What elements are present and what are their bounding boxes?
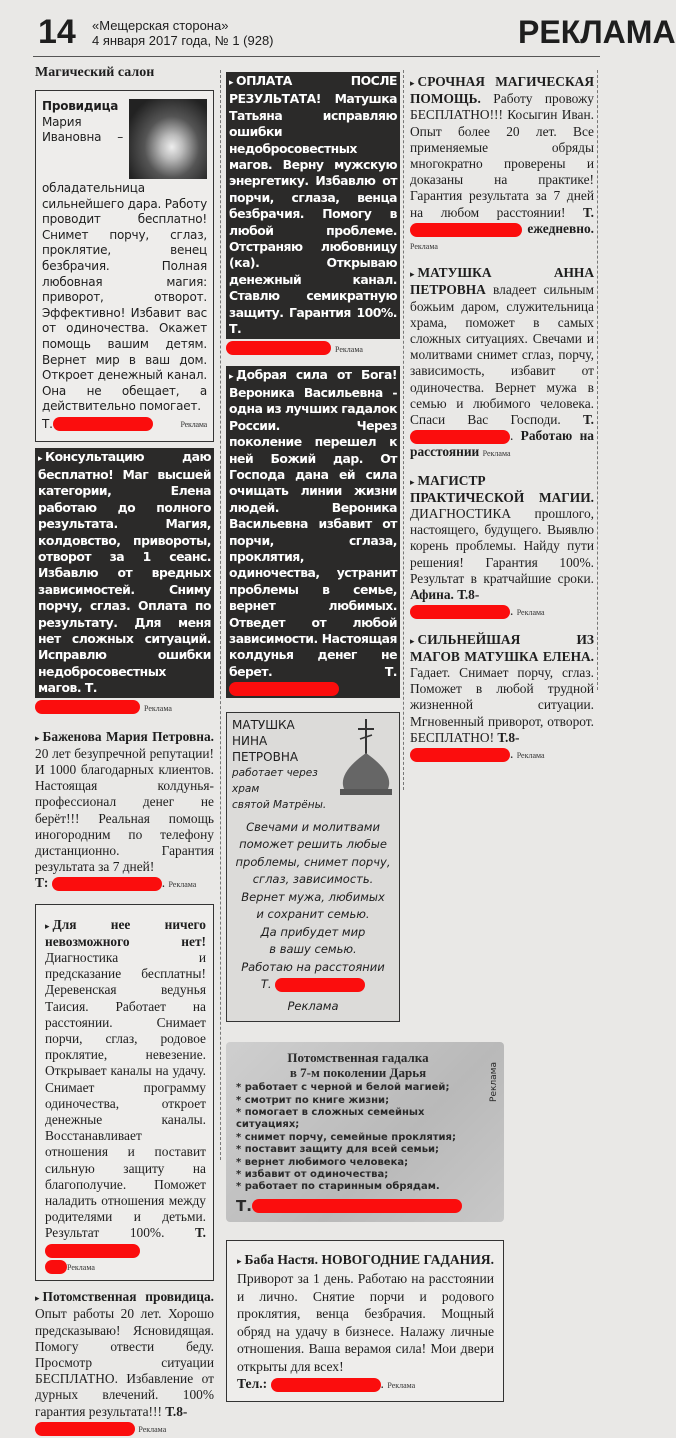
header-rule — [33, 56, 600, 57]
ad-text: ОПЛАТА ПОСЛЕ РЕЗУЛЬТАТА! Матушка Татьяна исправляю ошибки недобросовестных магов. Верну мужскую энергетику. Избавлю от порчи, сглаза, венца безбрачия. Помогу в любой проблеме. Отстраняю любовницу (ка). Открываю денежный канал. Ставлю семикратную защиту. Гарантия 100%. — [229, 73, 397, 320]
redacted-phone — [53, 417, 153, 431]
redacted-phone — [410, 223, 522, 237]
ad-lead: Провидица — [42, 99, 119, 113]
phone-prefix: Т. — [229, 321, 242, 337]
list-item-text: работает с черной и белой магией; — [244, 1082, 450, 1094]
ad-footer — [35, 699, 214, 717]
redacted-phone — [35, 700, 140, 714]
ad-tail: Работаю на расстоянии — [410, 428, 594, 460]
ad-darya — [226, 1042, 504, 1222]
ad-providitsa — [35, 90, 214, 442]
ad-label: Реклама — [67, 1262, 95, 1272]
redacted-phone — [410, 748, 510, 762]
redacted-phone — [271, 1378, 381, 1392]
ad-veronika — [226, 366, 400, 698]
ad-label: Реклама — [410, 242, 438, 252]
list-item: * смотрит по книге жизни; — [236, 1094, 390, 1106]
ad-lead: МАТУШКА АННА ПЕТРОВНА — [410, 265, 594, 298]
body-line: в вашу семью. — [269, 942, 357, 957]
arrow-icon: ▸ — [410, 635, 415, 646]
ad-label: Реклама — [387, 1381, 416, 1391]
phone-prefix: Т. — [583, 204, 594, 220]
ad-baba-nastya: ▸ Баба Настя. НОВОГОДНИЕ ГАДАНИЯ. Приворот за 1 день. Работаю на расстоянии и лично. Снятие порчи и родового проклятия, венца безбрачия. Мощный обряд на удачу в бизнесе. Налажу личные отношения. Ваша верамоя сила! Мои двери открыты для всех! Тел.: . Реклама — [226, 1240, 504, 1402]
list-item-text: помогает в сложных семейных ситуациях; — [236, 1106, 425, 1131]
phone-prefix: Т. — [42, 416, 53, 431]
redacted-phone — [45, 1260, 67, 1274]
body-line: Да прибудет мир — [260, 924, 366, 939]
ad-lead: Потомственная провидица. — [42, 1289, 214, 1305]
ad-text: Опыт работы 20 лет. Хорошо предсказываю! Ясновидящая. Помогу отвести беду. Просмотр ситуации БЕСПЛАТНО. Избавление от дурных влечений. 100% гарантия результата!!! — [35, 1306, 214, 1419]
ad-potomstvennaya — [35, 1289, 214, 1438]
redacted-phone — [410, 430, 510, 444]
right-column — [410, 74, 594, 764]
ad-elena — [35, 448, 214, 698]
redacted-phone — [45, 1244, 140, 1258]
ad-text: Приворот за 1 день. Работаю на расстоянии и лично. Снятие порчи и родового проклятия, венца безбрачия. Мощный обряд на удачу в бизнесе. Налажу личные отношения. Ваша верамоя сила! Мои двери открыты для всех! — [237, 1271, 494, 1374]
arrow-icon: ▸ — [229, 371, 234, 382]
redacted-phone — [226, 341, 331, 355]
phone-prefix: Т. — [384, 663, 397, 679]
section-title: РЕКЛАМА — [518, 14, 676, 50]
column-divider — [403, 70, 404, 790]
ad-lead: Для нее ничего невозможного нет! — [45, 916, 206, 949]
ad-lead: СИЛЬНЕЙШАЯ ИЗ МАГОВ МАТУШКА ЕЛЕНА. — [410, 631, 594, 664]
ad-text: Мария Ивановна – обладательница сильнейшего дара. Работу проводит бесплатно! Снимет порчу, сглаз, проклятие, венец безбрачия. Полная любовная магия: приворот, отворот. Эффективно! Избавит вас от одиночества. Окажет помощь вашим детям. Вернет мир в ваш дом. Откроет денежный канал. Она не обещает, а действительно помогает. — [42, 114, 207, 414]
darya-phone — [236, 1198, 480, 1214]
redacted-phone — [35, 1422, 135, 1436]
arrow-icon: ▸ — [35, 1293, 40, 1304]
paper-info — [92, 18, 274, 48]
arrow-icon: ▸ — [410, 476, 415, 487]
phone-prefix: Афина. Т.8- — [410, 587, 480, 603]
ad-lead: Баба Настя. НОВОГОДНИЕ ГАДАНИЯ. — [244, 1251, 494, 1267]
ad-label: Реклама — [180, 419, 207, 429]
ad-label: Реклама — [516, 750, 545, 760]
body-line: Свечами и молитвами — [246, 819, 380, 834]
ad-footer — [42, 417, 207, 433]
redacted-phone — [229, 682, 339, 696]
ad-nina-petrovna — [226, 712, 400, 1023]
ad-afina: ▸ МАГИСТР ПРАКТИЧЕСКОЙ МАГИИ. ДИАГНОСТИКА прошлого, настоящего, будущего. Выявлю корень проблемы. Найду пути решения! Гарантия 100%. Результат в кратчайшие сроки. Афина. Т.8- . Реклама — [410, 472, 594, 619]
column-divider — [220, 70, 221, 1160]
title-line: в 7-м поколении Дарья — [289, 1065, 427, 1081]
list-item-text: смотрит по книге жизни; — [244, 1094, 390, 1106]
list-item: * вернет любимого человека; — [236, 1156, 409, 1168]
paper-name: «Мещерская сторона» — [92, 18, 229, 33]
subtitle-line: работает через храм — [232, 766, 318, 795]
body-line: сглаз, зависимость. — [252, 872, 374, 887]
redacted-phone — [275, 978, 365, 992]
arrow-icon: ▸ — [45, 920, 50, 931]
list-item-text: работает по старинным обрядам. — [244, 1181, 440, 1193]
ad-taisiya — [35, 904, 214, 1281]
redacted-phone — [252, 1199, 462, 1213]
arrow-icon: ▸ — [38, 453, 43, 464]
body-line: поможет решить любые — [239, 837, 387, 852]
name-line: МАТУШКА — [232, 717, 295, 732]
church-dome-icon — [336, 717, 394, 797]
body-line: Работаю на расстоянии — [241, 959, 385, 974]
column-divider — [597, 70, 598, 690]
ad-label: Реклама — [168, 880, 197, 890]
list-item-text: вернет любимого человека; — [244, 1156, 409, 1168]
arrow-icon: ▸ — [410, 78, 415, 88]
ad-text: владеет сильным божьим даром, служительница храма, поможет в самых сложных ситуациях. Свечами и молитвами снимет сглаз, порчу, зависимость, избавит от одиночества. Вернет мужа в семью и любимого человека. Спаси Вас Господи. — [410, 282, 594, 428]
list-item: * снимет порчу, семейные проклятия; — [236, 1131, 456, 1143]
ad-anna-petrovna: ▸ МАТУШКА АННА ПЕТРОВНА владеет сильным божьим даром, служительница храма, поможет в самых сложных ситуациях. Свечами и молитвами снимет сглаз, порчу, зависимость, избавит от одиночества. Вернет мужа в семью и любимого человека. Спаси Вас Господи. Т. . Работаю на расстоянии Реклама — [410, 265, 594, 460]
ad-tatyana — [226, 72, 400, 339]
page-number: 14 — [38, 13, 76, 51]
nina-body — [232, 813, 394, 1016]
phone-prefix: Т. — [260, 977, 272, 992]
list-item: * поставит защиту для всей семьи; — [236, 1144, 440, 1156]
list-item-text: поставит защиту для всей семьи; — [244, 1144, 440, 1156]
arrow-icon: ▸ — [237, 1255, 242, 1266]
ad-tail: ежедневно. — [527, 220, 594, 236]
phone-prefix: Т.8- — [497, 729, 520, 745]
list-item: * работает по старинным обрядам. — [236, 1181, 440, 1193]
ad-label: Реклама — [482, 449, 511, 459]
list-item-text: избавит от одиночества; — [244, 1168, 389, 1180]
darya-title — [236, 1050, 480, 1080]
ad-footer — [226, 340, 400, 358]
title-line: Потомственная гадалка — [287, 1050, 429, 1066]
ad-text: Работу провожу БЕСПЛАТНО!!! Косыгин Иван. Опыт более 20 лет. Все применяемые обряды многократно проверены и доказаны на практике! Гарантия результата за 7 дней на любом расстоянии! — [410, 91, 594, 220]
phone-prefix: Т. — [84, 680, 98, 696]
redacted-phone — [52, 877, 162, 891]
ad-label: Реклама — [144, 703, 172, 713]
name-line: НИНА ПЕТРОВНА — [232, 733, 299, 764]
ad-label: Реклама — [138, 1424, 167, 1434]
ad-text: Гадает. Снимает порчу, сглаз. Поможет в любой трудной жизненной ситуации. Мгновенный приворот, отворот. БЕСПЛАТНО! — [410, 664, 594, 745]
ad-text: ДИАГНОСТИКА прошлого, настоящего, будущего. Выявлю корень проблемы. Найду пути решения! Гарантия 100%. Результат в кратчайшие сроки. — [410, 506, 594, 586]
ad-lead: Баженова Мария Петровна. — [42, 728, 214, 744]
list-item: * работает с черной и белой магией; — [236, 1082, 450, 1094]
list-item: * избавит от одиночества; — [236, 1168, 389, 1180]
phone-prefix: Тел.: — [237, 1376, 268, 1392]
ad-label: Реклама — [335, 344, 363, 354]
left-column — [35, 64, 214, 1438]
phone-prefix: Т. — [236, 1196, 252, 1215]
ad-text: Диагностика и предсказание бесплатны! Деревенская ведунья Таисия. Работает на расстоянии. Снимает порчи, сглаз, родовое проклятие, невезение. Открывает каналы на удачу. Снимает программу одиночества, откроет денежные каналы. Восстанавливает отношения и поставит сильную защиту на благополучие. Поможет наладить отношения между родителями и детьми. Результат 100%. — [45, 950, 206, 1241]
ad-matushka-elena: ▸ СИЛЬНЕЙШАЯ ИЗ МАГОВ МАТУШКА ЕЛЕНА. Гадает. Снимает порчу, сглаз. Поможет в любой трудной жизненной ситуации. Мгновенный приворот, отворот. БЕСПЛАТНО! Т.8- . Реклама — [410, 631, 594, 761]
list-item: * помогает в сложных семейных ситуациях; — [236, 1106, 425, 1131]
redacted-phone — [410, 605, 510, 619]
phone-prefix: Т.8- — [165, 1403, 188, 1419]
candle-image — [129, 99, 207, 179]
ad-label: Реклама — [287, 998, 339, 1013]
arrow-icon: ▸ — [229, 78, 234, 88]
ad-lead: МАГИСТР ПРАКТИЧЕСКОЙ МАГИИ. — [410, 472, 594, 505]
phone-prefix: Т: — [35, 875, 49, 891]
ad-text: Добрая сила от Бога! Вероника Васильевна - одна из лучших гадалок России. Через поколение перешел к ней Божий дар. От Господа дана ей сила очищать линии жизни людей. Вероника Васильевна избавит от порчи, сглаза, проклятия, одиночества, устранит проблемы в семье, вернет любимых. Отведет от любой зависимости. Настоящая колдунья денег не берет. — [229, 366, 397, 679]
ad-text: 20 лет безупречной репутации! И 1000 благодарных клиентов. Настоящая колдунья-профессионал денег не берёт!!! Реальная помощь иногородним по телефону дистанционно. Гарантия результата за 7 дней! — [35, 745, 214, 875]
ad-kosygin — [410, 74, 594, 255]
ad-bazhenova: ▸ Баженова Мария Петровна. 20 лет безупречной репутации! И 1000 благодарных клиентов. Настоящая колдунья-профессионал денег не берёт!!! Реальная помощь иногородним по телефону дистанционно. Гарантия результата за 7 дней! Т: . Реклама — [35, 728, 214, 891]
phone-prefix: Т. — [583, 412, 594, 428]
ad-lead: СРОЧНАЯ МАГИЧЕСКАЯ ПОМОЩЬ. — [410, 74, 594, 107]
issue-date: 4 января 2017 года, № 1 (928) — [92, 33, 274, 48]
subtitle-line: святой Матрёны. — [232, 798, 327, 811]
ad-label: Реклама — [516, 608, 545, 618]
ad-label: Реклама — [488, 1062, 499, 1103]
body-line: и сохранит семью. — [256, 907, 370, 922]
phone-prefix: Т. — [195, 1225, 206, 1241]
darya-list — [236, 1082, 480, 1194]
ad-text: Консультацию даю бесплатно! Маг высшей категории, Елена работаю до полного результата. Магия, колдовство, привороты, отворот за 1 сеанс. Избавлю от вредных зависимостей. Сниму порчу, сглаз. Оплата по результату. Для меня нет сложных ситуаций. Исправлю ошибки недобросовестных магов. — [38, 448, 211, 696]
rubric-title: Магический салон — [35, 65, 155, 80]
arrow-icon: ▸ — [410, 269, 415, 280]
arrow-icon: ▸ — [35, 732, 40, 743]
body-line: Вернет мужа, любимых — [241, 889, 385, 904]
body-line: проблемы, снимет порчу, — [235, 854, 391, 869]
list-item-text: снимет порчу, семейные проклятия; — [244, 1131, 456, 1143]
